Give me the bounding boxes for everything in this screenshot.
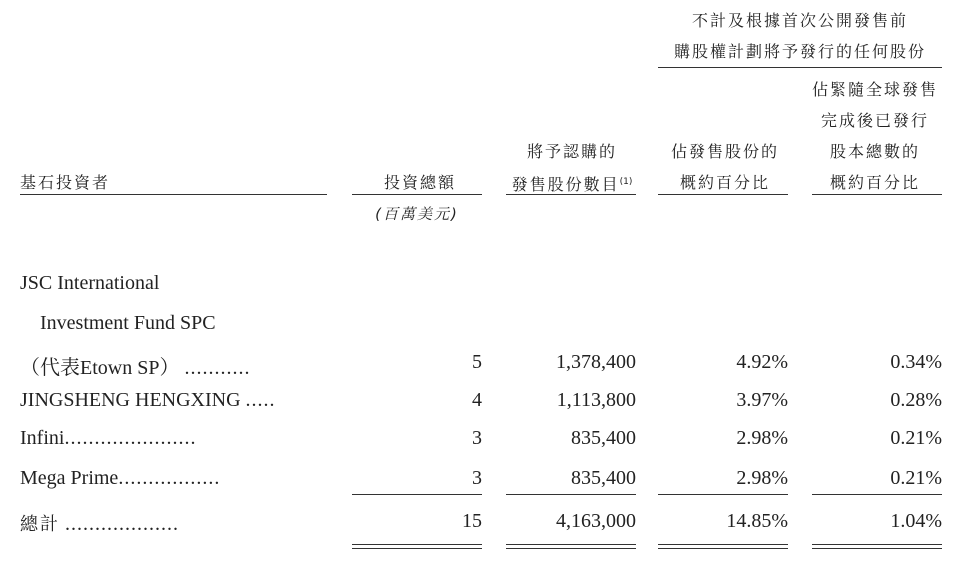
row-1-name-line-3 (20, 351, 330, 380)
col-header-pct-offer (655, 136, 795, 198)
row-3-shares: 835,400 (571, 427, 636, 449)
row-2-shares: 1,113,800 (556, 389, 636, 411)
row-3-name (20, 427, 330, 450)
group-header-line-1: 不計及根據首次公開發售前 (691, 11, 908, 30)
subtotal-rule-amount (352, 494, 482, 495)
total-double-rule-pct-offer-a (658, 544, 788, 545)
row-4-leader-dots: ................. (118, 467, 221, 489)
col-header-shares-line-1: 將予認購的 (526, 142, 617, 161)
row-4-pct-offer: 2.98% (736, 467, 788, 489)
row-3-amount: 3 (472, 427, 482, 449)
group-header-rule (658, 67, 942, 68)
row-1-name-text: （代表Etown SP） (20, 357, 180, 379)
total-amount: 15 (462, 510, 482, 532)
header-rule-investor (20, 194, 327, 195)
subtotal-rule-pct-offer (658, 494, 788, 495)
row-2-amount: 4 (472, 389, 482, 411)
row-4-name (20, 467, 330, 490)
subtotal-rule-pct-total (812, 494, 942, 495)
col-header-shares-text: 發售股份數目 (511, 175, 620, 194)
col-header-pct-offer-line-2: 概約百分比 (679, 173, 770, 192)
col-header-pct-total-line-3: 股本總數的 (829, 142, 920, 161)
col-header-amount: 投資總額 (383, 173, 456, 192)
row-3-pct-offer: 2.98% (736, 427, 788, 449)
total-double-rule-amount-a (352, 544, 482, 545)
col-header-pct-total-line-4: 概約百分比 (829, 173, 920, 192)
total-leader-dots: ................... (65, 513, 179, 535)
header-rule-shares (506, 194, 636, 195)
col-header-investor: 基石投資者 (20, 173, 111, 192)
header-rule-pct-total (812, 194, 942, 195)
total-double-rule-pct-total-a (812, 544, 942, 545)
row-4-name-text: Mega Prime (20, 467, 119, 489)
amount-unit: (百萬美元) (375, 205, 459, 223)
row-1-pct-total: 0.34% (890, 351, 942, 373)
row-4-amount: 3 (472, 467, 482, 489)
row-2-leader-dots: ..... (245, 389, 276, 411)
header-rule-pct-offer (658, 194, 788, 195)
row-1-leader-dots: ........... (184, 357, 251, 379)
total-double-rule-pct-total-b (812, 548, 942, 549)
row-2-pct-offer: 3.97% (736, 389, 788, 411)
total-double-rule-shares-a (506, 544, 636, 545)
col-header-pct-total-line-1: 佔緊隨全球發售 (811, 80, 938, 99)
row-2-pct-total: 0.28% (890, 389, 942, 411)
group-header (655, 5, 945, 67)
col-header-shares-line-2 (497, 167, 647, 200)
row-1-shares: 1,378,400 (556, 351, 636, 373)
row-1-amount: 5 (472, 351, 482, 373)
total-pct-total: 1.04% (890, 510, 942, 532)
total-double-rule-amount-b (352, 548, 482, 549)
col-header-shares (497, 136, 647, 200)
row-4-pct-total: 0.21% (890, 467, 942, 489)
row-1-name-line-2: Investment Fund SPC (40, 312, 216, 334)
total-double-rule-shares-b (506, 548, 636, 549)
col-header-pct-total-line-2: 完成後已發行 (820, 111, 929, 130)
total-label-text: 總計 (20, 514, 60, 535)
col-header-pct-total (805, 74, 945, 198)
subtotal-rule-shares (506, 494, 636, 495)
total-row-label (20, 510, 330, 536)
col-header-pct-offer-line-1: 佔發售股份的 (670, 142, 779, 161)
header-rule-amount (352, 194, 482, 195)
total-double-rule-pct-offer-b (658, 548, 788, 549)
row-3-leader-dots: ...................... (64, 427, 197, 449)
total-pct-offer: 14.85% (726, 510, 788, 532)
row-1-name-line-1: JSC International (20, 272, 160, 294)
footnote-marker: (1) (619, 177, 633, 187)
row-3-pct-total: 0.21% (890, 427, 942, 449)
row-3-name-text: Infini (20, 427, 65, 449)
group-header-line-2: 購股權計劃將予發行的任何股份 (673, 42, 926, 61)
row-4-shares: 835,400 (571, 467, 636, 489)
row-2-name-text: JINGSHENG HENGXING (20, 389, 241, 411)
row-1-pct-offer: 4.92% (736, 351, 788, 373)
total-shares: 4,163,000 (556, 510, 636, 532)
row-2-name (20, 389, 330, 412)
